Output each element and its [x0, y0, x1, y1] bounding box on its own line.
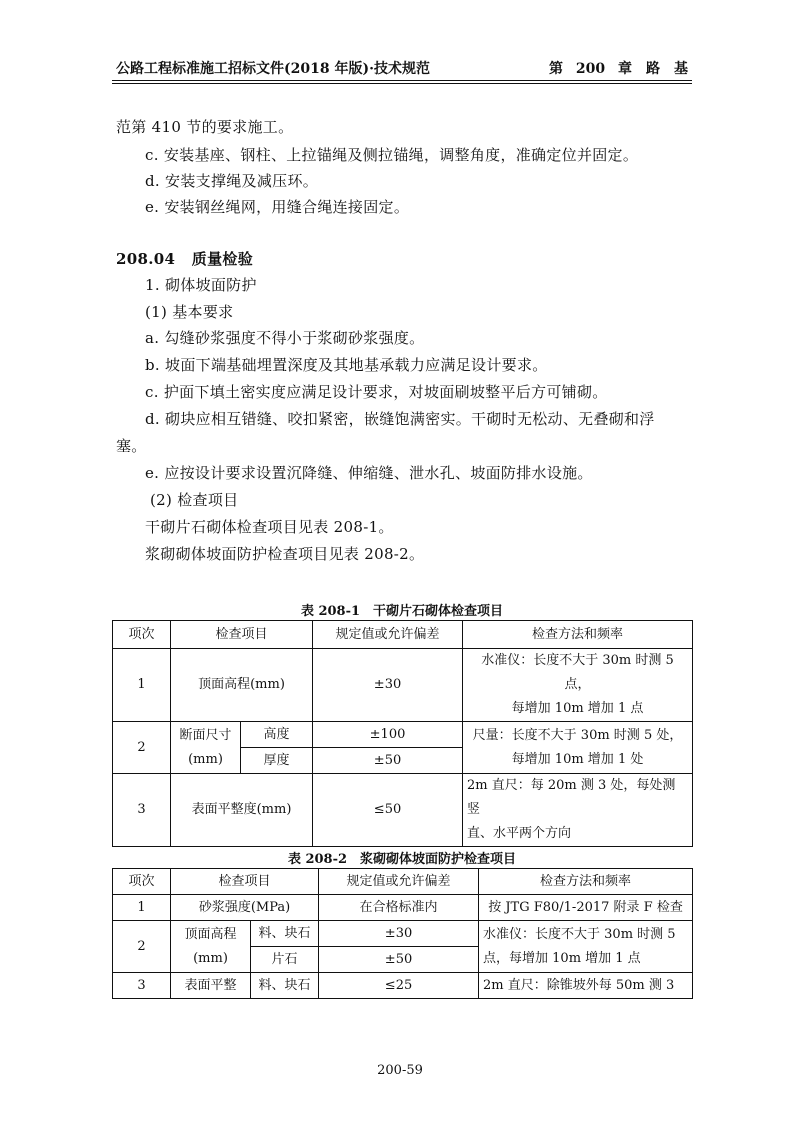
header-cell: 检查方法和频率	[479, 869, 693, 895]
table-cell	[463, 722, 693, 774]
body-line: b. 坡面下端基础埋置深度及其地基承载力应满足设计要求。	[145, 356, 548, 374]
table-cell: 表面平整度(mm)	[171, 774, 313, 847]
header-cell: 规定值或允许偏差	[319, 869, 479, 895]
table-cell: 片石	[251, 947, 319, 973]
cell-line: 水准仪：长度不大于 30m 时测 5	[483, 926, 676, 942]
table-cell: ±100	[313, 722, 463, 748]
body-line: (1) 基本要求	[145, 303, 234, 321]
body-line: c. 护面下填土密实度应满足设计要求，对坡面刷坡整平后方可铺砌。	[145, 383, 608, 401]
header-cell: 规定值或允许偏差	[313, 621, 463, 649]
table-cell	[463, 649, 693, 722]
table-row	[113, 921, 693, 947]
table-cell: 2	[113, 722, 171, 774]
page-number: 200-59	[377, 1063, 423, 1078]
cell-line: 断面尺寸	[179, 727, 232, 743]
table-cell: ±30	[319, 921, 479, 947]
table-row	[113, 895, 693, 921]
table-cell: 顶面高程(mm)	[171, 649, 313, 722]
table-cell: 表面平整	[171, 973, 251, 999]
table-cell	[171, 722, 241, 774]
table-cell: 2m 直尺：除锥坡外每 50m 测 3	[479, 973, 693, 999]
body-line: 浆砌砌体坡面防护检查项目见表 208-2。	[145, 545, 425, 563]
body-line: c. 安装基座、钢柱、上拉锚绳及侧拉锚绳，调整角度，准确定位并固定。	[145, 146, 639, 164]
table-cell	[463, 774, 693, 847]
table-row	[113, 649, 693, 722]
table-cell: 1	[113, 895, 171, 921]
cell-line: 2m 直尺：每 20m 测 3 处，每处测竖	[467, 778, 676, 817]
table-cell: 高度	[241, 722, 313, 748]
body-line: 干砌片石砌体检查项目见表 208-1。	[145, 518, 394, 536]
table-header-row	[113, 869, 693, 895]
header-cell: 项次	[113, 621, 171, 649]
section-number: 208.04	[116, 250, 176, 268]
inspection-table-208-1	[112, 620, 693, 847]
table-row	[113, 973, 693, 999]
table-cell: 3	[113, 973, 171, 999]
inspection-table-208-2	[112, 868, 693, 999]
body-line: 塞。	[116, 437, 147, 455]
table-cell: ≤50	[313, 774, 463, 847]
table-cell: ≤25	[319, 973, 479, 999]
body-line: d. 安装支撑绳及减压环。	[145, 172, 319, 190]
section-heading	[116, 248, 253, 269]
table-cell: 料、块石	[251, 973, 319, 999]
table-cell: 料、块石	[251, 921, 319, 947]
cell-line: 直、水平两个方向	[467, 826, 572, 841]
header-cell: 检查项目	[171, 621, 313, 649]
header-rule	[112, 80, 692, 81]
cell-line: 每增加 10m 增加 1 点	[511, 701, 644, 716]
header-chapter: 第 200 章 路 基	[549, 61, 688, 77]
header-cell: 检查项目	[171, 869, 319, 895]
table-row	[113, 722, 693, 748]
table-cell: ±50	[319, 947, 479, 973]
cell-line: 水准仪：长度不大于 30m 时测 5 点，	[481, 653, 674, 692]
table-caption: 表 208-2 浆砌砌体坡面防护检查项目	[287, 852, 517, 867]
body-line: (2) 检查项目	[150, 491, 239, 509]
body-line: a. 勾缝砂浆强度不得小于浆砌砂浆强度。	[145, 329, 425, 347]
table-cell	[479, 921, 693, 973]
body-line: e. 安装钢丝绳网，用缝合绳连接固定。	[145, 198, 410, 216]
table-cell: 砂浆强度(MPa)	[171, 895, 319, 921]
cell-line: 每增加 10m 增加 1 处	[511, 751, 644, 767]
cell-line: 尺量：长度不大于 30m 时测 5 处，	[472, 727, 683, 743]
body-line: 范第 410 节的要求施工。	[116, 118, 294, 136]
table-row	[113, 774, 693, 847]
header-cell: 检查方法和频率	[463, 621, 693, 649]
body-line: d. 砌块应相互错缝、咬扣紧密，嵌缝饱满密实。干砌时无松动、无叠砌和浮	[145, 410, 655, 428]
table-cell: ±50	[313, 748, 463, 774]
table-cell	[171, 921, 251, 973]
cell-line: 点，每增加 10m 增加 1 点	[483, 950, 641, 966]
body-line: 1. 砌体坡面防护	[145, 276, 257, 294]
header-title: 公路工程标准施工招标文件(2018 年版)·技术规范	[116, 61, 430, 77]
table-caption: 表 208-1 干砌片石砌体检查项目	[300, 604, 504, 619]
body-line: e. 应按设计要求设置沉降缝、伸缩缝、泄水孔、坡面防排水设施。	[145, 464, 593, 482]
header-rule-double	[112, 83, 692, 84]
table-cell: 3	[113, 774, 171, 847]
table-cell: ±30	[313, 649, 463, 722]
table-header-row	[113, 621, 693, 649]
cell-line: (mm)	[193, 950, 228, 966]
cell-line: (mm)	[188, 751, 223, 767]
header-cell: 项次	[113, 869, 171, 895]
table-cell: 2	[113, 921, 171, 973]
table-cell: 在合格标准内	[319, 895, 479, 921]
cell-line: 顶面高程	[184, 926, 237, 942]
section-title: 质量检验	[191, 250, 253, 268]
table-cell: 厚度	[241, 748, 313, 774]
table-cell: 1	[113, 649, 171, 722]
table-cell: 按 JTG F80/1-2017 附录 F 检查	[479, 895, 693, 921]
